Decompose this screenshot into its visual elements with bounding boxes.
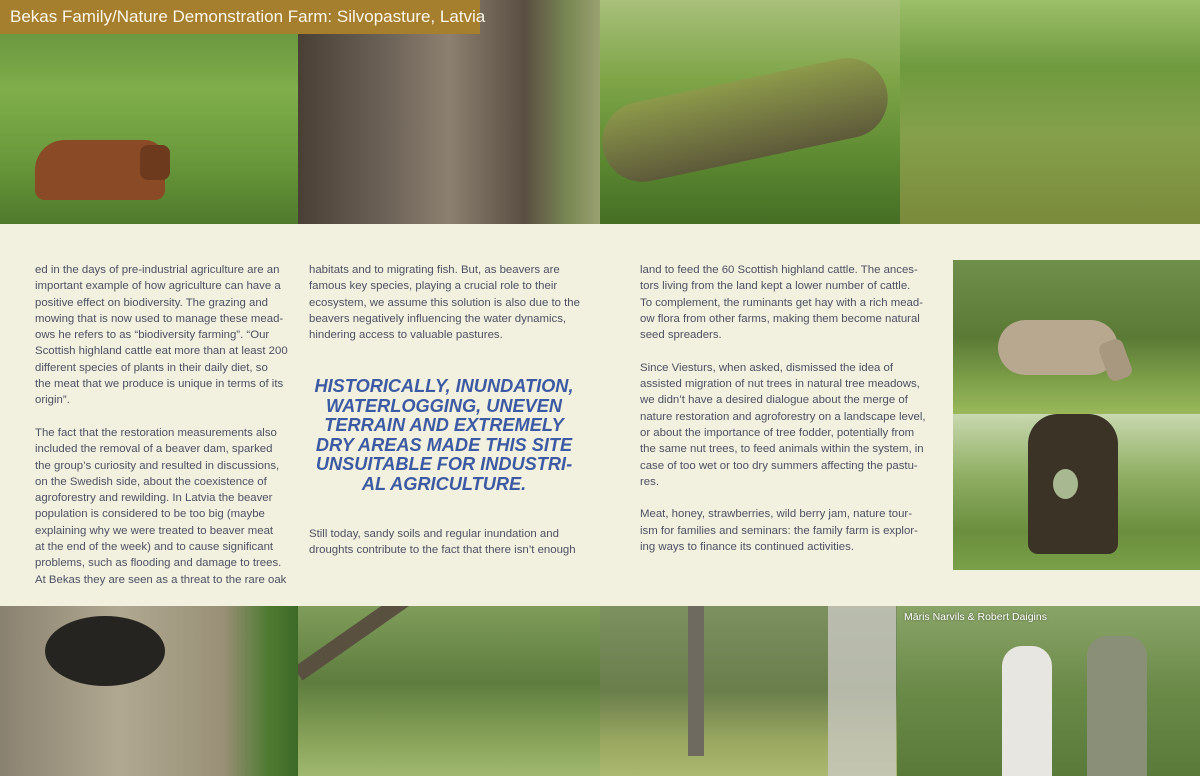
paragraph — [309, 262, 580, 343]
text-line: or about the importance of tree fodder, potentially from — [640, 426, 915, 439]
quote-line: UNSUITABLE FOR INDUSTRI- — [315, 454, 573, 475]
quote-line: WATERLOGGING, UNEVEN — [325, 395, 563, 416]
text-line: res. — [640, 475, 659, 488]
text-line: tors living from the land kept a lower number of cattle. — [640, 280, 911, 293]
text-line: land to feed the 60 Scottish highland cattle. The ances- — [640, 264, 918, 276]
text-line: problems, such as flooding and damage to trees. — [35, 557, 282, 570]
text-line: At Bekas they are seen as a threat to the rare oak — [35, 573, 287, 586]
text-line: Since Viesturs, when asked, dismissed the idea of — [640, 361, 894, 374]
text-line: included the removal of a beaver dam, sparked — [35, 443, 273, 456]
text-line: ed in the days of pre-industrial agriculture are an — [35, 264, 280, 276]
photo-horse-grazing — [953, 260, 1200, 414]
text-line: different species of plants in their daily diet, so — [35, 361, 268, 374]
text-line: assisted migration of nut trees in natural tree meadows, — [640, 378, 920, 391]
photo-hollow-tree-trunk — [0, 606, 298, 776]
text-line: on the Swedish side, about the coexistence of — [35, 475, 267, 488]
text-line: explaining why we were treated to beaver meat — [35, 524, 274, 537]
text-line: positive effect on biodiversity. The grazing and — [35, 296, 269, 309]
paragraph — [640, 360, 926, 490]
photo-mossy-fallen-log — [600, 0, 900, 224]
text-line: habitats and to migrating fish. But, as beavers are — [309, 264, 560, 276]
text-line: hindering access to valuable pastures. — [309, 329, 503, 342]
text-line: the same nut trees, to feed animals within the system, in — [640, 443, 924, 456]
text-line: agroforestry and rewilding. In Latvia the beaver — [35, 492, 273, 505]
quote-line: TERRAIN AND EXTREMELY — [324, 415, 564, 436]
text-column-2-continued — [309, 526, 576, 559]
paragraph — [640, 262, 926, 343]
paragraph — [35, 262, 288, 409]
photo-pine-forest — [600, 606, 897, 776]
pull-quote — [303, 377, 585, 495]
text-line: we didn’t have a desired dialogue about the merge of — [640, 394, 908, 407]
text-line: To complement, the ruminants get hay with a rich mead- — [640, 296, 923, 309]
text-line: ecosystem, we assume this solution is also due to the — [309, 296, 580, 309]
quote-line: AL AGRICULTURE. — [361, 473, 527, 494]
text-line: Still today, sandy soils and regular inundation and — [309, 528, 559, 540]
text-line: ism for families and seminars: the family farm is explor- — [640, 524, 918, 537]
text-line: important example of how agriculture can have a — [35, 280, 281, 293]
text-line: the meat that we produce is unique in terms of its — [35, 378, 284, 391]
text-line: famous key species, playing a crucial role to their — [309, 280, 558, 293]
quote-line: HISTORICALLY, INUNDATION, — [314, 376, 574, 396]
photo-group-under-fallen-tree — [298, 606, 600, 776]
photo-group-touching-tree — [897, 606, 1200, 776]
text-line: nature restoration and agroforestry on a landscape level, — [640, 410, 926, 423]
text-line: Scottish highland cattle eat more than at least 200 — [35, 345, 288, 358]
text-line: Meat, honey, strawberries, wild berry jam, nature tour- — [640, 508, 913, 521]
page-title: Bekas Family/Nature Demonstration Farm: Silvopasture, Latvia — [0, 0, 480, 34]
text-line: population is considered to be too big (maybe — [35, 508, 265, 521]
paragraph — [309, 526, 576, 559]
text-line: at the end of the week) and to cause significant — [35, 541, 274, 554]
text-line: case of too wet or too dry summers affecting the pastu- — [640, 459, 918, 472]
text-line: beavers negatively influencing the water dynamics, — [309, 312, 567, 325]
text-column-2 — [309, 262, 580, 343]
text-column-1 — [35, 262, 288, 588]
photo-wet-meadow-stream — [900, 0, 1200, 224]
text-line: seed spreaders. — [640, 329, 722, 342]
quote-line: DRY AREAS MADE THIS SITE — [315, 434, 573, 455]
text-line: the group’s curiosity and resulted in discussions, — [35, 459, 280, 472]
text-line: The fact that the restoration measurements also — [35, 426, 277, 439]
text-line: origin”. — [35, 394, 70, 407]
text-column-3 — [640, 262, 926, 555]
paragraph — [640, 506, 926, 555]
text-line: mowing that is now used to manage these mead- — [35, 312, 284, 325]
photo-credit: Māris Narvils & Robert Daigins — [904, 611, 1047, 623]
paragraph — [35, 425, 288, 588]
text-line: droughts contribute to the fact that there isn’t enough — [309, 544, 576, 557]
text-line: ing ways to finance its continued activities. — [640, 541, 855, 554]
photo-hollow-oak-tree — [953, 414, 1200, 570]
text-line: ows he refers to as “biodiversity farming”. “Our — [35, 329, 270, 342]
text-line: ow flora from other farms, making them become natural — [640, 312, 920, 325]
